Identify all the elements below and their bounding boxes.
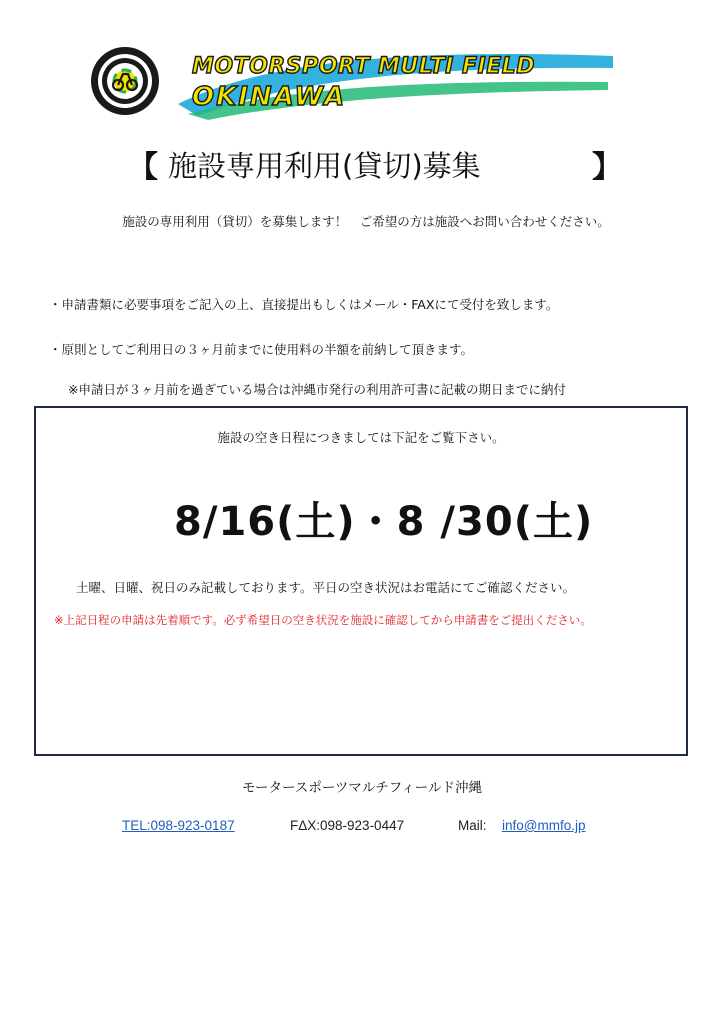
bullet-application: ・申請書類に必要事項をご記入の上、直接提出もしくはメール・FAXにて受付を致します。 <box>49 297 559 312</box>
title-bracket-right: 】 <box>592 150 622 185</box>
organization-name: モータースポーツマルチフィールド沖縄 <box>242 780 482 796</box>
available-dates: 8/16(土)・8 /30(土) <box>174 499 594 545</box>
page-title <box>0 142 724 188</box>
intro-text: 施設の専用利用（貸切）を募集します！ ご希望の方は施設へお問い合わせください。 <box>122 214 610 229</box>
mail-label: Mail: <box>458 818 487 833</box>
mail-link[interactable]: info@mmfo.jp <box>502 818 586 833</box>
availability-warning: ※上記日程の申請は先着順です。必ず希望日の空き状況を施設に確認してから申請書をご提出ください。 <box>54 613 592 627</box>
availability-box <box>34 406 688 756</box>
availability-info: 土曜、日曜、祝日のみ記載しております。平日の空き状況はお電話にてご確認ください。 <box>76 580 576 595</box>
title-text: 施設専用利用(貸切)募集 <box>168 149 481 183</box>
brand-name-line2: OKINAWA <box>192 82 347 112</box>
fax-number: FΔX:098-923-0447 <box>290 818 405 833</box>
title-bracket-left: 【 <box>128 150 158 185</box>
motorsport-emblem-icon <box>90 46 160 116</box>
payment-note: ※申請日が３ヶ月前を過ぎている場合は沖縄市発行の利用許可書に記載の期日までに納付 <box>68 382 566 397</box>
availability-lead: 施設の空き日程につきましては下記をご覧下さい。 <box>217 430 505 445</box>
tel-link[interactable]: TEL:098-923-0187 <box>122 818 235 833</box>
header-logo <box>88 42 628 122</box>
brand-name-line1: MOTORSPORT MULTI FIELD <box>192 54 536 79</box>
bullet-prepayment: ・原則としてご利用日の３ヶ月前までに使用料の半額を前納して頂きます。 <box>49 342 474 357</box>
